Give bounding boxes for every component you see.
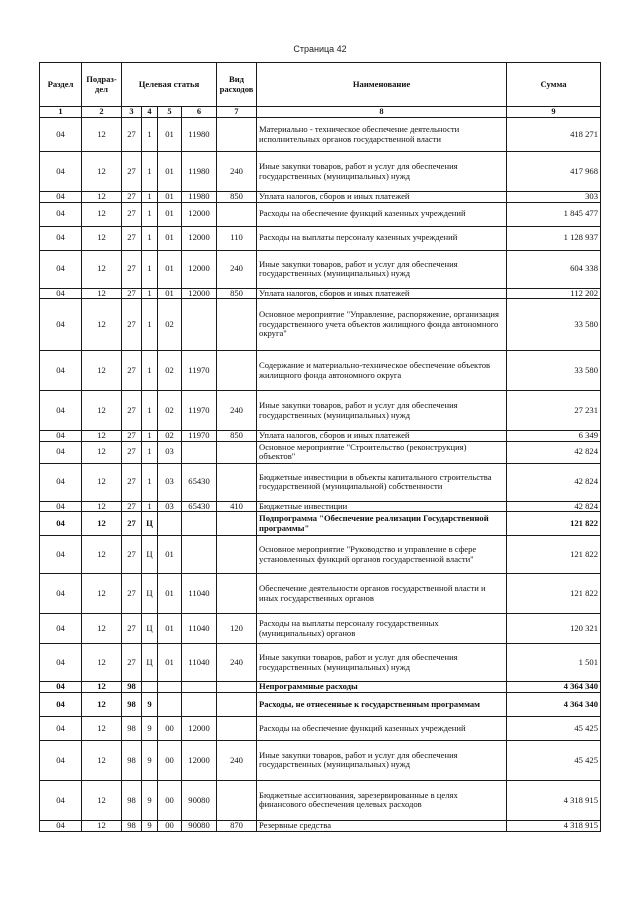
cell-program-code: 27 — [122, 299, 142, 351]
cell-summa: 42 824 — [507, 441, 601, 463]
cell-vid-rashodov — [217, 202, 257, 226]
cell-direction-code: 11040 — [182, 614, 217, 644]
cell-summa: 6 349 — [507, 431, 601, 442]
cell-vid-rashodov: 850 — [217, 192, 257, 203]
cell-summa: 33 580 — [507, 351, 601, 391]
cell-vid-rashodov: 870 — [217, 820, 257, 831]
column-number: 8 — [257, 107, 507, 118]
cell-measure-code: 01 — [158, 192, 182, 203]
cell-summa: 121 822 — [507, 574, 601, 614]
cell-razdel: 04 — [40, 740, 82, 780]
cell-podrazdel: 12 — [82, 820, 122, 831]
cell-program-code: 27 — [122, 463, 142, 501]
cell-vid-rashodov: 240 — [217, 391, 257, 431]
cell-summa: 112 202 — [507, 288, 601, 299]
cell-naimenovanie: Материально - техническое обеспечение деятельности исполнительных органов государственной власти — [257, 118, 507, 152]
table-row — [40, 152, 601, 192]
cell-razdel: 04 — [40, 441, 82, 463]
cell-measure-code: 03 — [158, 441, 182, 463]
cell-program-code: 27 — [122, 441, 142, 463]
cell-naimenovanie: Уплата налогов, сборов и иных платежей — [257, 431, 507, 442]
column-number: 6 — [182, 107, 217, 118]
cell-vid-rashodov: 110 — [217, 226, 257, 250]
header-naimenovanie: Наименование — [257, 63, 507, 107]
cell-subprogram-code: 1 — [142, 299, 158, 351]
table-row — [40, 431, 601, 442]
cell-measure-code: 00 — [158, 780, 182, 820]
cell-razdel: 04 — [40, 644, 82, 682]
cell-podrazdel: 12 — [82, 299, 122, 351]
cell-podrazdel: 12 — [82, 512, 122, 536]
cell-razdel: 04 — [40, 192, 82, 203]
table-row — [40, 574, 601, 614]
cell-summa: 45 425 — [507, 740, 601, 780]
header-tselevaya-statya: Целевая статья — [122, 63, 217, 107]
cell-program-code: 27 — [122, 152, 142, 192]
header-vid-rashodov: Вид расходов — [217, 63, 257, 107]
cell-direction-code: 65430 — [182, 463, 217, 501]
cell-subprogram-code: 1 — [142, 441, 158, 463]
page-number-label: Страница 42 — [293, 44, 347, 54]
cell-subprogram-code: 1 — [142, 463, 158, 501]
cell-direction-code — [182, 299, 217, 351]
cell-vid-rashodov: 850 — [217, 288, 257, 299]
cell-measure-code: 01 — [158, 250, 182, 288]
cell-podrazdel: 12 — [82, 351, 122, 391]
table-row — [40, 192, 601, 203]
cell-direction-code: 11970 — [182, 351, 217, 391]
cell-vid-rashodov — [217, 463, 257, 501]
cell-summa: 42 824 — [507, 463, 601, 501]
table-row — [40, 644, 601, 682]
cell-measure-code: 01 — [158, 614, 182, 644]
cell-naimenovanie: Расходы на обеспечение функций казенных учреждений — [257, 716, 507, 740]
cell-podrazdel: 12 — [82, 431, 122, 442]
cell-summa: 418 271 — [507, 118, 601, 152]
cell-podrazdel: 12 — [82, 574, 122, 614]
cell-razdel: 04 — [40, 692, 82, 716]
cell-podrazdel: 12 — [82, 250, 122, 288]
cell-podrazdel: 12 — [82, 152, 122, 192]
cell-summa: 121 822 — [507, 512, 601, 536]
cell-podrazdel: 12 — [82, 118, 122, 152]
cell-measure-code: 00 — [158, 740, 182, 780]
column-number: 5 — [158, 107, 182, 118]
cell-direction-code: 11980 — [182, 152, 217, 192]
cell-summa: 4 364 340 — [507, 692, 601, 716]
column-number: 4 — [142, 107, 158, 118]
column-number-row — [40, 107, 601, 118]
cell-naimenovanie: Основное мероприятие "Управление, распоряжение, организация государственного учета объектов жилищного фонда автономного округа" — [257, 299, 507, 351]
cell-podrazdel: 12 — [82, 202, 122, 226]
cell-summa: 4 318 915 — [507, 820, 601, 831]
table-row — [40, 118, 601, 152]
header-podrazdel: Подраз-дел — [82, 63, 122, 107]
cell-razdel: 04 — [40, 202, 82, 226]
cell-naimenovanie: Иные закупки товаров, работ и услуг для обеспечения государственных (муниципальных) нужд — [257, 644, 507, 682]
cell-vid-rashodov — [217, 299, 257, 351]
table-row — [40, 288, 601, 299]
cell-direction-code: 12000 — [182, 716, 217, 740]
cell-naimenovanie: Иные закупки товаров, работ и услуг для обеспечения государственных (муниципальных) нужд — [257, 152, 507, 192]
cell-podrazdel: 12 — [82, 391, 122, 431]
cell-subprogram-code: 1 — [142, 202, 158, 226]
cell-summa: 42 824 — [507, 501, 601, 512]
cell-subprogram-code: 1 — [142, 118, 158, 152]
cell-naimenovanie: Расходы на выплаты персоналу государственных (муниципальных) органов — [257, 614, 507, 644]
cell-podrazdel: 12 — [82, 692, 122, 716]
cell-razdel: 04 — [40, 351, 82, 391]
cell-razdel: 04 — [40, 716, 82, 740]
cell-program-code: 27 — [122, 512, 142, 536]
cell-direction-code: 11980 — [182, 192, 217, 203]
cell-measure-code: 01 — [158, 288, 182, 299]
cell-summa: 604 338 — [507, 250, 601, 288]
cell-vid-rashodov: 240 — [217, 740, 257, 780]
cell-subprogram-code: 9 — [142, 716, 158, 740]
cell-razdel: 04 — [40, 391, 82, 431]
table-body — [40, 118, 601, 832]
cell-naimenovanie: Непрограммные расходы — [257, 682, 507, 693]
cell-direction-code — [182, 441, 217, 463]
cell-program-code: 27 — [122, 501, 142, 512]
cell-measure-code — [158, 692, 182, 716]
table-row — [40, 716, 601, 740]
cell-program-code: 27 — [122, 226, 142, 250]
cell-direction-code — [182, 682, 217, 693]
cell-direction-code: 65430 — [182, 501, 217, 512]
cell-naimenovanie: Содержание и материально-техническое обеспечение объектов жилищного фонда автономного округа — [257, 351, 507, 391]
table-row — [40, 226, 601, 250]
table-row — [40, 536, 601, 574]
column-number: 1 — [40, 107, 82, 118]
cell-razdel: 04 — [40, 288, 82, 299]
cell-vid-rashodov: 240 — [217, 250, 257, 288]
cell-direction-code — [182, 536, 217, 574]
cell-measure-code: 00 — [158, 716, 182, 740]
cell-direction-code: 11040 — [182, 574, 217, 614]
cell-subprogram-code: Ц — [142, 574, 158, 614]
cell-naimenovanie: Расходы, не отнесенные к государственным программам — [257, 692, 507, 716]
cell-measure-code: 03 — [158, 463, 182, 501]
cell-direction-code: 90080 — [182, 820, 217, 831]
cell-razdel: 04 — [40, 780, 82, 820]
header-razdel: Раздел — [40, 63, 82, 107]
cell-podrazdel: 12 — [82, 780, 122, 820]
column-number: 9 — [507, 107, 601, 118]
cell-subprogram-code: Ц — [142, 512, 158, 536]
cell-vid-rashodov — [217, 441, 257, 463]
cell-direction-code: 12000 — [182, 288, 217, 299]
cell-subprogram-code: 9 — [142, 740, 158, 780]
cell-razdel: 04 — [40, 574, 82, 614]
table-row — [40, 780, 601, 820]
cell-direction-code: 12000 — [182, 226, 217, 250]
cell-podrazdel: 12 — [82, 441, 122, 463]
cell-direction-code: 12000 — [182, 740, 217, 780]
cell-program-code: 27 — [122, 288, 142, 299]
cell-razdel: 04 — [40, 431, 82, 442]
cell-subprogram-code: 1 — [142, 351, 158, 391]
cell-summa: 303 — [507, 192, 601, 203]
cell-razdel: 04 — [40, 299, 82, 351]
cell-naimenovanie: Основное мероприятие "Руководство и управление в сфере установленных функций органов государственной власти" — [257, 536, 507, 574]
cell-razdel: 04 — [40, 463, 82, 501]
cell-razdel: 04 — [40, 512, 82, 536]
cell-vid-rashodov — [217, 574, 257, 614]
cell-summa: 27 231 — [507, 391, 601, 431]
cell-subprogram-code: Ц — [142, 614, 158, 644]
table-row — [40, 501, 601, 512]
cell-podrazdel: 12 — [82, 682, 122, 693]
cell-vid-rashodov: 120 — [217, 614, 257, 644]
cell-subprogram-code: 1 — [142, 288, 158, 299]
table-row — [40, 250, 601, 288]
cell-subprogram-code: Ц — [142, 644, 158, 682]
cell-podrazdel: 12 — [82, 226, 122, 250]
cell-subprogram-code: 1 — [142, 250, 158, 288]
cell-program-code: 98 — [122, 716, 142, 740]
cell-summa: 4 318 915 — [507, 780, 601, 820]
cell-measure-code: 01 — [158, 202, 182, 226]
column-number: 7 — [217, 107, 257, 118]
cell-subprogram-code: 9 — [142, 692, 158, 716]
cell-naimenovanie: Уплата налогов, сборов и иных платежей — [257, 192, 507, 203]
cell-podrazdel: 12 — [82, 288, 122, 299]
cell-vid-rashodov: 850 — [217, 431, 257, 442]
cell-naimenovanie: Иные закупки товаров, работ и услуг для обеспечения государственных (муниципальных) нужд — [257, 250, 507, 288]
cell-naimenovanie: Уплата налогов, сборов и иных платежей — [257, 288, 507, 299]
cell-measure-code: 03 — [158, 501, 182, 512]
cell-podrazdel: 12 — [82, 740, 122, 780]
cell-naimenovanie: Бюджетные инвестиции в объекты капитального строительства государственной (муниципальной) собственности — [257, 463, 507, 501]
cell-podrazdel: 12 — [82, 644, 122, 682]
cell-vid-rashodov — [217, 536, 257, 574]
cell-direction-code: 90080 — [182, 780, 217, 820]
column-number: 2 — [82, 107, 122, 118]
cell-measure-code: 02 — [158, 351, 182, 391]
cell-summa: 4 364 340 — [507, 682, 601, 693]
cell-measure-code: 01 — [158, 644, 182, 682]
cell-program-code: 27 — [122, 250, 142, 288]
cell-direction-code — [182, 692, 217, 716]
cell-direction-code: 11980 — [182, 118, 217, 152]
table-row — [40, 391, 601, 431]
cell-subprogram-code: Ц — [142, 536, 158, 574]
table-row — [40, 512, 601, 536]
cell-summa: 1 501 — [507, 644, 601, 682]
cell-podrazdel: 12 — [82, 192, 122, 203]
cell-program-code: 98 — [122, 692, 142, 716]
cell-direction-code: 12000 — [182, 250, 217, 288]
table-row — [40, 351, 601, 391]
cell-program-code: 98 — [122, 820, 142, 831]
cell-program-code: 27 — [122, 391, 142, 431]
cell-program-code: 27 — [122, 118, 142, 152]
cell-razdel: 04 — [40, 614, 82, 644]
cell-vid-rashodov — [217, 512, 257, 536]
cell-vid-rashodov — [217, 780, 257, 820]
cell-subprogram-code: 1 — [142, 391, 158, 431]
header-summa: Сумма — [507, 63, 601, 107]
cell-direction-code: 11970 — [182, 391, 217, 431]
cell-podrazdel: 12 — [82, 716, 122, 740]
table-row — [40, 299, 601, 351]
cell-naimenovanie: Расходы на выплаты персоналу казенных учреждений — [257, 226, 507, 250]
cell-naimenovanie: Иные закупки товаров, работ и услуг для обеспечения государственных (муниципальных) нужд — [257, 740, 507, 780]
cell-direction-code: 12000 — [182, 202, 217, 226]
cell-razdel: 04 — [40, 250, 82, 288]
cell-program-code: 27 — [122, 574, 142, 614]
cell-measure-code — [158, 512, 182, 536]
cell-vid-rashodov — [217, 692, 257, 716]
cell-vid-rashodov — [217, 118, 257, 152]
cell-measure-code: 01 — [158, 536, 182, 574]
cell-razdel: 04 — [40, 536, 82, 574]
table-row — [40, 463, 601, 501]
cell-subprogram-code: 9 — [142, 820, 158, 831]
cell-naimenovanie: Расходы на обеспечение функций казенных учреждений — [257, 202, 507, 226]
cell-summa: 1 128 937 — [507, 226, 601, 250]
table-row — [40, 614, 601, 644]
cell-direction-code: 11970 — [182, 431, 217, 442]
table-row — [40, 820, 601, 831]
cell-podrazdel: 12 — [82, 614, 122, 644]
table-row — [40, 441, 601, 463]
cell-summa: 121 822 — [507, 536, 601, 574]
cell-razdel: 04 — [40, 820, 82, 831]
cell-naimenovanie: Обеспечение деятельности органов государственной власти и иных государственных органов — [257, 574, 507, 614]
cell-vid-rashodov — [217, 716, 257, 740]
cell-podrazdel: 12 — [82, 501, 122, 512]
cell-naimenovanie: Бюджетные ассигнования, зарезервированные в целях финансового обеспечения целевых расходов — [257, 780, 507, 820]
cell-naimenovanie: Бюджетные инвестиции — [257, 501, 507, 512]
table-row — [40, 740, 601, 780]
cell-naimenovanie: Резервные средства — [257, 820, 507, 831]
cell-razdel: 04 — [40, 226, 82, 250]
cell-program-code: 98 — [122, 682, 142, 693]
cell-subprogram-code: 1 — [142, 152, 158, 192]
cell-podrazdel: 12 — [82, 536, 122, 574]
cell-podrazdel: 12 — [82, 463, 122, 501]
cell-vid-rashodov — [217, 351, 257, 391]
budget-table — [39, 62, 601, 832]
cell-razdel: 04 — [40, 501, 82, 512]
cell-direction-code: 11040 — [182, 644, 217, 682]
cell-naimenovanie: Основное мероприятие "Строительство (реконструкция) объектов" — [257, 441, 507, 463]
table-row — [40, 202, 601, 226]
cell-summa: 45 425 — [507, 716, 601, 740]
cell-program-code: 27 — [122, 431, 142, 442]
cell-program-code: 27 — [122, 536, 142, 574]
table-row — [40, 692, 601, 716]
cell-program-code: 98 — [122, 780, 142, 820]
column-number: 3 — [122, 107, 142, 118]
cell-measure-code: 01 — [158, 152, 182, 192]
cell-measure-code: 02 — [158, 431, 182, 442]
cell-summa: 120 321 — [507, 614, 601, 644]
cell-measure-code: 02 — [158, 299, 182, 351]
cell-measure-code: 00 — [158, 820, 182, 831]
cell-razdel: 04 — [40, 152, 82, 192]
cell-program-code: 27 — [122, 202, 142, 226]
cell-program-code: 27 — [122, 614, 142, 644]
cell-razdel: 04 — [40, 118, 82, 152]
cell-subprogram-code: 1 — [142, 226, 158, 250]
cell-measure-code: 01 — [158, 574, 182, 614]
cell-subprogram-code: 1 — [142, 192, 158, 203]
cell-program-code: 27 — [122, 192, 142, 203]
cell-measure-code: 02 — [158, 391, 182, 431]
cell-vid-rashodov: 240 — [217, 644, 257, 682]
cell-vid-rashodov: 240 — [217, 152, 257, 192]
cell-program-code: 98 — [122, 740, 142, 780]
cell-naimenovanie: Иные закупки товаров, работ и услуг для обеспечения государственных (муниципальных) нужд — [257, 391, 507, 431]
cell-subprogram-code — [142, 682, 158, 693]
cell-direction-code — [182, 512, 217, 536]
cell-summa: 1 845 477 — [507, 202, 601, 226]
cell-vid-rashodov: 410 — [217, 501, 257, 512]
cell-vid-rashodov — [217, 682, 257, 693]
cell-program-code: 27 — [122, 351, 142, 391]
cell-summa: 417 968 — [507, 152, 601, 192]
cell-measure-code: 01 — [158, 118, 182, 152]
cell-program-code: 27 — [122, 644, 142, 682]
cell-subprogram-code: 1 — [142, 431, 158, 442]
cell-summa: 33 580 — [507, 299, 601, 351]
cell-measure-code: 01 — [158, 226, 182, 250]
table-header-row — [40, 63, 601, 107]
cell-subprogram-code: 9 — [142, 780, 158, 820]
cell-measure-code — [158, 682, 182, 693]
table-row — [40, 682, 601, 693]
cell-razdel: 04 — [40, 682, 82, 693]
cell-naimenovanie: Подпрограмма "Обеспечение реализации Государственной программы" — [257, 512, 507, 536]
cell-subprogram-code: 1 — [142, 501, 158, 512]
